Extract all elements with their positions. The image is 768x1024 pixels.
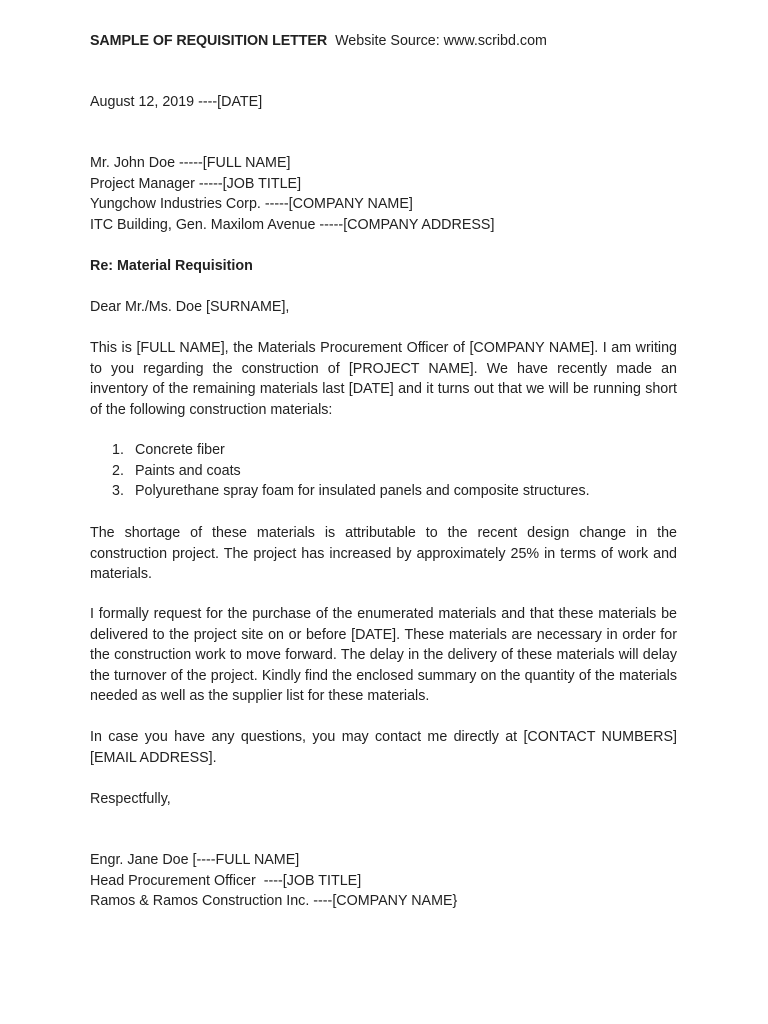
list-item	[90, 440, 677, 461]
subject-line: Re: Material Requisition	[90, 258, 253, 274]
paragraph-request: I formally request for the purchase of the enumerated materials and that these materials be delivered to the project site on or before [DATE]. These materials are necessary in order for the construction work to move forward. The delay in the delivery of these materials will delay the turnover of the project. Kindly find the enclosed summary on the quantity of the materials needed as well as the supplier list for these materials.	[90, 606, 677, 705]
recipient-job-title: Project Manager -----[JOB TITLE]	[90, 175, 302, 192]
recipient-block	[90, 153, 677, 235]
recipient-address: ITC Building, Gen. Maxilom Avenue -----[COMPANY ADDRESS]	[90, 216, 495, 233]
list-item	[90, 481, 677, 502]
list-item-text: Concrete fiber	[135, 442, 225, 458]
letter-date: August 12, 2019 ----[DATE]	[90, 94, 263, 110]
signature-block	[90, 850, 677, 912]
paragraph-intro: This is [FULL NAME], the Materials Procurement Officer of [COMPANY NAME]. I am writing to you regarding the construction of [PROJECT NAME]. We have recently made an inventory of the remaining materials last [DATE] and it turns out that we will be running short of the following construction materials:	[90, 340, 677, 418]
list-item-number: 3.	[112, 483, 124, 500]
signatory-company: Ramos & Ramos Construction Inc. ----[COMPANY NAME}	[90, 893, 458, 910]
list-item-number: 1.	[112, 442, 124, 458]
paragraph-shortage: The shortage of these materials is attributable to the recent design change in the construction project. The project has increased by approximately 25% in terms of work and materials.	[90, 525, 677, 583]
recipient-company: Yungchow Industries Corp. -----[COMPANY NAME]	[90, 196, 413, 213]
list-item	[90, 461, 677, 482]
recipient-name: Mr. John Doe -----[FULL NAME]	[90, 155, 291, 171]
signatory-job-title: Head Procurement Officer ----[JOB TITLE]	[90, 872, 362, 889]
list-item-number: 2.	[112, 462, 124, 479]
list-item-text: Polyurethane spray foam for insulated panels and composite structures.	[135, 483, 590, 500]
list-item-text: Paints and coats	[135, 462, 241, 479]
closing: Respectfully,	[90, 791, 171, 807]
salutation: Dear Mr./Ms. Doe [SURNAME],	[90, 299, 290, 315]
website-source: Website Source: www.scribd.com	[335, 33, 547, 49]
document-title: SAMPLE OF REQUISITION LETTER	[90, 33, 328, 49]
document-header	[90, 31, 677, 52]
materials-list	[90, 440, 677, 502]
signatory-name: Engr. Jane Doe [----FULL NAME]	[90, 852, 300, 868]
paragraph-contact: In case you have any questions, you may contact me directly at [CONTACT NUMBERS] [EMAIL ADDRESS].	[90, 729, 677, 766]
